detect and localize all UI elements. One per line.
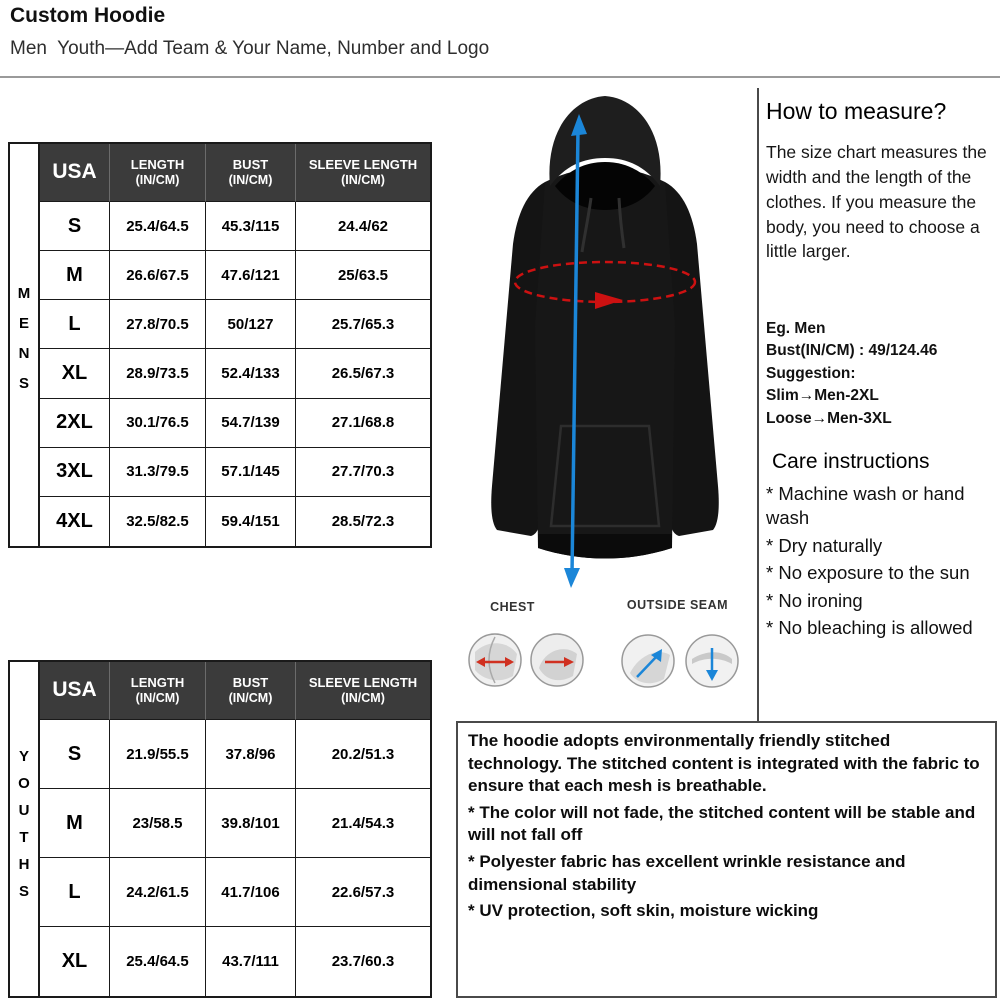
suggestion-line: Slim→Men-2XL	[766, 387, 879, 405]
length-cell: 25.4/64.5	[110, 927, 206, 996]
length-cell: 32.5/82.5	[110, 497, 206, 546]
column-header-length: LENGTH (IN/CM)	[110, 662, 206, 720]
size-cell: S	[40, 720, 110, 789]
sleeve-cell: 25.7/65.3	[296, 300, 430, 349]
mens-table-main	[40, 144, 430, 546]
length-cell: 30.1/76.5	[110, 399, 206, 448]
how-to-measure-title: How to measure?	[766, 98, 947, 124]
table-row	[40, 251, 430, 300]
sleeve-cell: 21.4/54.3	[296, 789, 430, 858]
care-item: * No exposure to the sun	[766, 562, 970, 584]
mens-table-header	[40, 144, 430, 202]
table-row	[40, 927, 430, 996]
youths-group-label: YOUTHS	[10, 662, 40, 996]
sleeve-cell: 22.6/57.3	[296, 858, 430, 927]
bust-cell: 57.1/145	[206, 448, 296, 497]
sleeve-cell: 23.7/60.3	[331, 953, 395, 970]
table-row	[40, 448, 430, 497]
features-box	[456, 721, 997, 998]
page-title: Custom Hoodie	[10, 4, 166, 27]
feature-item: * The color will not fade, the stitched content will be stable and will not fall off	[468, 802, 976, 845]
suggestion-line: Suggestion:	[766, 364, 856, 382]
suggestion-line: Loose→Men-3XL	[766, 409, 892, 427]
care-item: * No ironing	[766, 589, 863, 611]
bust-cell: 41.7/106	[206, 858, 296, 927]
care-item: * Dry naturally	[766, 534, 883, 556]
size-cell: 4XL	[40, 497, 110, 546]
sleeve-cell: 27.7/70.3	[296, 448, 430, 497]
column-header-bust: BUST (IN/CM)	[206, 144, 296, 202]
seam-down-icon	[684, 633, 740, 689]
care-item: * Machine wash or hand wash	[766, 483, 965, 529]
size-cell: M	[40, 251, 110, 300]
table-row	[40, 789, 430, 858]
bust-cell: 50/127	[206, 300, 296, 349]
sleeve-cell: 27.1/68.8	[296, 399, 430, 448]
bust-cell: 45.3/115	[206, 202, 296, 251]
bust-cell: 59.4/151	[206, 497, 296, 546]
column-header-bust: BUST (IN/CM)	[206, 662, 296, 720]
length-cell: 21.9/55.5	[110, 720, 206, 789]
table-row	[40, 720, 430, 789]
feature-item: * UV protection, soft skin, moisture wicking	[468, 901, 819, 921]
chest-label: CHEST	[490, 600, 535, 614]
header-divider	[0, 76, 1000, 78]
length-cell: 27.8/70.5	[110, 300, 206, 349]
care-instructions-list	[766, 482, 998, 643]
length-cell: 24.2/61.5	[110, 858, 206, 927]
size-cell: S	[40, 202, 110, 251]
sleeve-cell: 24.4/62	[296, 202, 430, 251]
vertical-divider	[757, 88, 759, 721]
bust-cell: 37.8/96	[206, 720, 296, 789]
length-cell: 23/58.5	[110, 789, 206, 858]
bust-cell: 39.8/101	[206, 789, 296, 858]
length-cell: 31.3/79.5	[110, 448, 206, 497]
size-cell: L	[40, 858, 110, 927]
care-instructions-title: Care instructions	[772, 450, 930, 473]
size-cell: L	[40, 300, 110, 349]
length-cell: 28.9/73.5	[110, 349, 206, 398]
column-header-sleeve: SLEEVE LENGTH (IN/CM)	[296, 662, 430, 720]
bust-cell: 54.7/139	[206, 399, 296, 448]
size-cell: M	[40, 789, 110, 858]
sleeve-cell: 20.2/51.3	[296, 720, 430, 789]
hoodie-image	[445, 86, 765, 591]
chest-fabric-icon	[529, 632, 585, 688]
column-header-sleeve: SLEEVE LENGTH (IN/CM)	[296, 144, 430, 202]
table-row	[40, 300, 430, 349]
table-row	[40, 399, 430, 448]
suggestion-line: Bust(IN/CM) : 49/124.46	[766, 342, 938, 360]
youths-table-main	[40, 662, 430, 996]
mens-group-label: MENS	[10, 144, 40, 546]
youths-table-header	[40, 662, 430, 720]
care-item: * No bleaching is allowed	[766, 617, 973, 639]
suggestion-line: Eg. Men	[766, 320, 826, 337]
size-cell: XL	[40, 927, 110, 996]
sleeve-cell: 25/63.5	[296, 251, 430, 300]
column-header-size: USA	[40, 662, 110, 720]
mens-size-table	[8, 142, 432, 548]
table-row	[40, 202, 430, 251]
size-cell: 2XL	[40, 399, 110, 448]
size-suggestion-block	[766, 318, 998, 430]
table-row	[40, 497, 430, 546]
size-cell: 3XL	[40, 448, 110, 497]
page-subtitle: Men Youth—Add Team & Your Name, Number and Logo	[10, 38, 490, 59]
bust-cell: 43.7/111	[206, 927, 296, 996]
bust-cell: 52.4/133	[206, 349, 296, 398]
table-row	[40, 858, 430, 927]
column-header-size: USA	[40, 144, 110, 202]
table-row	[40, 349, 430, 398]
youths-size-table	[8, 660, 432, 998]
sleeve-cell: 26.5/67.3	[296, 349, 430, 398]
bust-cell: 47.6/121	[206, 251, 296, 300]
size-cell: XL	[40, 349, 110, 398]
length-cell: 26.6/67.5	[110, 251, 206, 300]
outside-seam-label: OUTSIDE SEAM	[626, 598, 729, 612]
how-to-measure-body: The size chart measures the width and the length of the clothes. If you measure the body, you need to choose a little larger.	[766, 142, 987, 262]
feature-item: * Polyester fabric has excellent wrinkle resistance and dimensional stability	[468, 852, 906, 894]
length-cell: 25.4/64.5	[110, 202, 206, 251]
column-header-length: LENGTH (IN/CM)	[110, 144, 206, 202]
features-intro: The hoodie adopts environmentally friendly stitched technology. The stitched content is integrated with the fabric to ensure that each mesh is breathable.	[468, 731, 980, 796]
sleeve-cell: 28.5/72.3	[331, 512, 395, 530]
chest-width-icon	[467, 632, 523, 688]
seam-diagonal-icon	[620, 633, 676, 689]
